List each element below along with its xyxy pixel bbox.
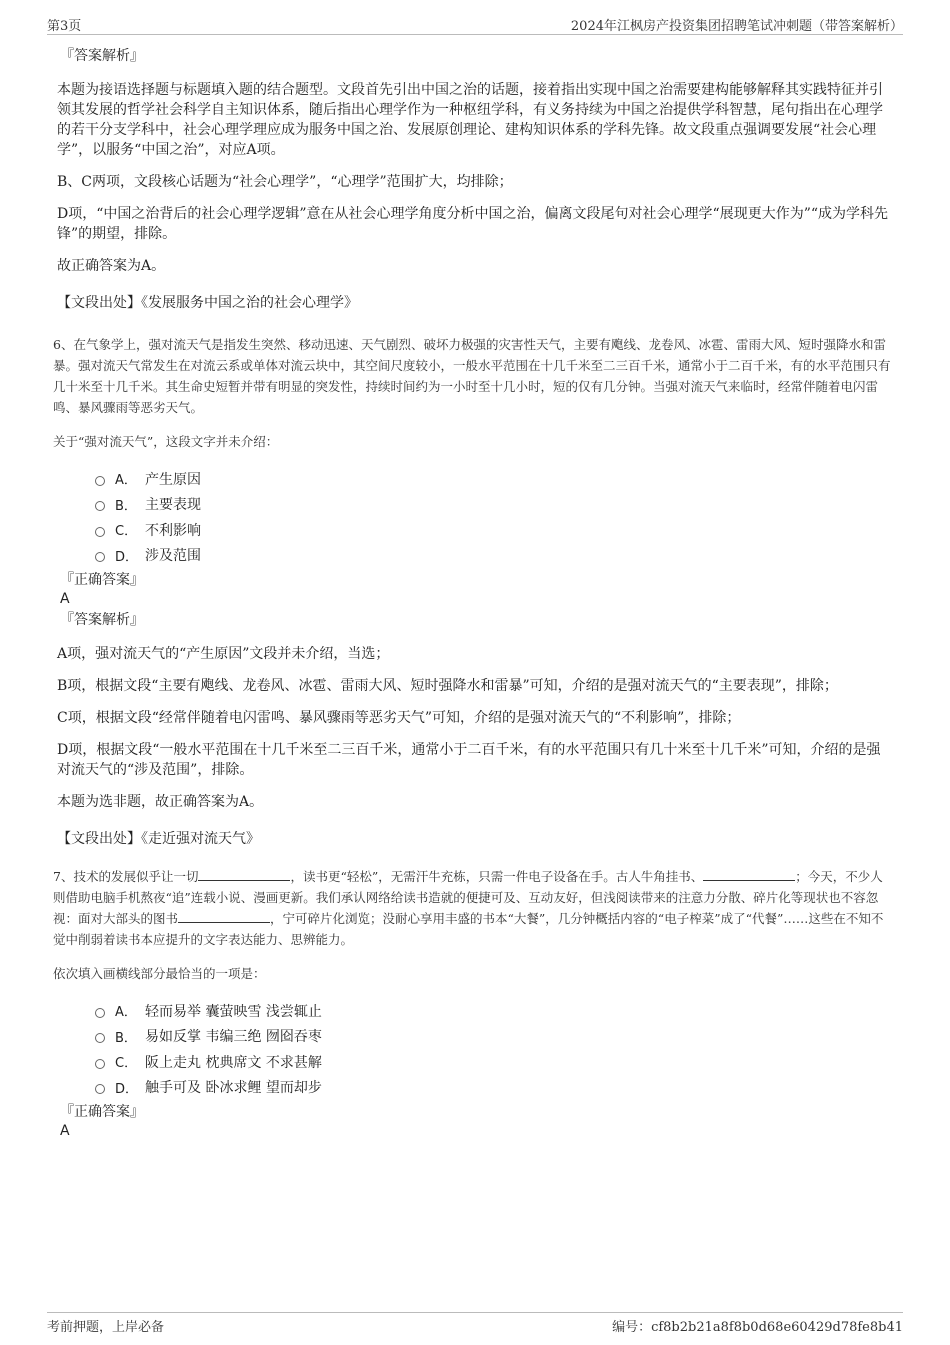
q6-explain-conclusion: 本题为选非题，故正确答案为A。 [57,794,264,810]
q6-option-a[interactable] [95,466,893,492]
q6-options [95,466,893,568]
main-content [53,40,893,1140]
option-letter: D． [115,1081,139,1097]
q6-answer-label: 『正确答案』 [60,572,144,588]
page-header [47,14,903,35]
q7-prompt: 依次填入画横线部分最恰当的一项是： [53,966,266,981]
radio-icon[interactable] [95,1059,105,1069]
footer-slogan: 考前押题，上岸必备 [47,1320,165,1335]
option-letter: A． [115,473,137,489]
q6-explain-b: B项，根据文段“主要有飑线、龙卷风、冰雹、雷雨大风、短时强降水和雷暴”可知，介绍的是强对流天气的“主要表现”，排除； [57,678,838,694]
q7-stem-part: ，宁可碎片化浏览；没耐心享用丰盛的书本“大餐”，几分钟概括内容的“电子榨菜”成了“代餐”……这些在不知不觉中削弱着读书本应提升的文字表达能力、思辨能力。 [53,911,884,947]
q6-option-b[interactable] [95,492,893,518]
q5-explain-label: 『答案解析』 [60,48,144,64]
q7-stem-part: ；今天，不少人则借助电脑手机熬夜“追”连载小说、漫画更新。我们承认网络给读书造就的便捷可及、互动友好，但浅阅读带来的注意力分散、碎片化等现状也不容忽视：面对大部头的图书 [53,869,883,926]
q6-explain-label: 『答案解析』 [60,612,144,628]
option-text: 触手可及 卧冰求鲤 望而却步 [145,1080,322,1097]
q7-stem [53,866,893,950]
q5-explain-p3: D项，“中国之治背后的社会心理学逻辑”意在从社会心理学角度分析中国之治，偏离文段尾句对社会心理学“展现更大作为”“成为学科先锋”的期望，排除。 [57,206,889,242]
option-letter: A． [115,1005,137,1021]
option-text: 轻而易举 囊萤映雪 浅尝辄止 [145,1003,322,1020]
option-letter: B． [115,1030,137,1046]
fill-blank [198,868,290,881]
q7-answer: A [60,1123,70,1139]
option-text: 不利影响 [145,522,201,539]
radio-icon[interactable] [95,1033,105,1043]
page-footer [47,1312,903,1335]
q5-explain-p1: 本题为接语选择题与标题填入题的结合题型。文段首先引出中国之治的话题，接着指出实现中国之治需要建构能够解释其实践特征并引领其发展的哲学社会科学自主知识体系，随后指出心理学作为一种枢纽学科，有义务持续为中国之治提供学科智慧，尾句指出在心理学的若干分支学科中，社会心理学理应成为服务中国之治、发展原创理论、建构知识体系的学科先锋。故文段重点强调要发展“社会心理学”，以服务“中国之治”，对应A项。 [57,82,883,158]
option-text: 阪上走丸 枕典席文 不求甚解 [145,1054,322,1071]
option-letter: D． [115,549,139,565]
q6-answer: A [60,591,70,607]
q6-option-d[interactable] [95,543,893,569]
option-letter: B． [115,498,137,514]
option-text: 涉及范围 [145,548,201,565]
document-title: 2024年江枫房产投资集团招聘笔试冲刺题（带答案解析） [570,19,903,34]
radio-icon[interactable] [95,552,105,562]
option-letter: C． [115,1056,138,1072]
q6-source: 【文段出处】《走近强对流天气》 [57,831,260,847]
radio-icon[interactable] [95,476,105,486]
q7-options [95,998,893,1100]
q6-explain-a: A项，强对流天气的“产生原因”文段并未介绍，当选； [57,646,390,662]
document-id: 编号：cf8b2b21a8f8b0d68e60429d78fe8b41 [612,1320,903,1335]
page-number: 第3页 [47,19,82,34]
q5-source: 【文段出处】《发展服务中国之治的社会心理学》 [57,295,358,311]
q7-option-b[interactable] [95,1024,893,1050]
q7-option-d[interactable] [95,1075,893,1101]
q7-option-a[interactable] [95,998,893,1024]
option-letter: C． [115,524,138,540]
fill-blank [178,910,270,923]
option-text: 易如反掌 韦编三绝 囫囵吞枣 [145,1029,322,1046]
fill-blank [703,868,795,881]
radio-icon[interactable] [95,501,105,511]
q7-stem-part: ，读书更“轻松”，无需汗牛充栋，只需一件电子设备在手。古人牛角挂书、 [290,869,704,884]
q7-answer-label: 『正确答案』 [60,1104,144,1120]
q6-explain-c: C项，根据文段“经常伴随着电闪雷鸣、暴风骤雨等恶劣天气”可知，介绍的是强对流天气的“不利影响”，排除； [57,710,741,726]
radio-icon[interactable] [95,1008,105,1018]
option-text: 产生原因 [145,471,201,488]
q6-prompt: 关于“强对流天气”，这段文字并未介绍： [53,434,279,449]
q6-option-c[interactable] [95,517,893,543]
q7-option-c[interactable] [95,1049,893,1075]
q6-explain-d: D项，根据文段“一般水平范围在十几千米至二三百千米，通常小于二百千米，有的水平范围只有几十米至十几千米”可知，介绍的是强对流天气的“涉及范围”，排除。 [57,742,881,778]
radio-icon[interactable] [95,527,105,537]
radio-icon[interactable] [95,1084,105,1094]
option-text: 主要表现 [145,497,201,514]
q5-explain-p2: B、C两项，文段核心话题为“社会心理学”，“心理学”范围扩大，均排除； [57,174,513,190]
q6-stem: 6、在气象学上，强对流天气是指发生突然、移动迅速、天气剧烈、破坏力极强的灾害性天气，主要有飑线、龙卷风、冰雹、雷雨大风、短时强降水和雷暴。强对流天气常发生在对流云系或单体对流云块中，其空间尺度较小，一般水平范围在十几千米至二三百千米，通常小于二百千米，有的水平范围只有几十米至十几千米。其生命史短暂并带有明显的突发性，持续时间约为一小时至十几小时，短的仅有几分钟。当强对流天气来临时，经常伴随着电闪雷鸣、暴风骤雨等恶劣天气。 [53,337,891,415]
q7-stem-part: 7、技术的发展似乎让一切 [53,869,199,884]
q5-explain-p4: 故正确答案为A。 [57,258,166,274]
